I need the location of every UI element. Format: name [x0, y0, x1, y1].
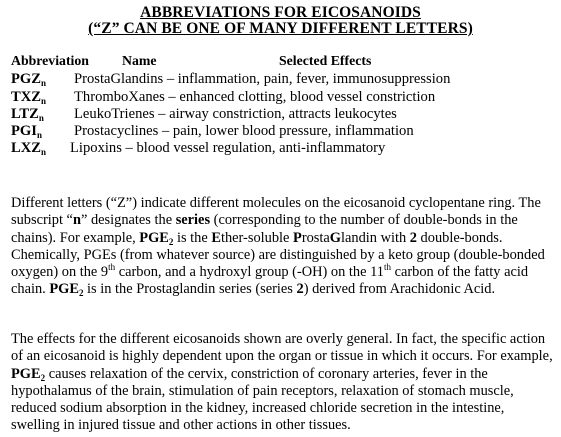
- table-row: [0, 71, 561, 89]
- table-row: [0, 106, 561, 124]
- title-line-1: ABBREVIATIONS FOR EICOSANOIDS: [140, 4, 421, 21]
- abbreviation-cell: $TXZ_n$: [11, 89, 47, 106]
- abbreviation-cell: $PGI_n$: [11, 123, 42, 140]
- abbreviation-cell: $LXZ_n$: [11, 140, 47, 157]
- description-cell: Lipoxins – blood vessel regulation, anti-inflammatory: [70, 140, 386, 156]
- description-cell: ProstaGlandins – inflammation, pain, fever, immunosuppression: [74, 71, 451, 87]
- header-selected-effects: Selected Effects: [279, 53, 372, 68]
- description-cell: ThromboXanes – enhanced clotting, blood vessel constriction: [74, 89, 436, 105]
- paragraph-effects-explanation: The effects for the different eicosanoids shown are overly general. In fact, the specific action of an eicosanoid is highly dependent upon the organ or tissue in which it occurs. For example, $PGE_2$ causes relaxation of the cervix, constriction of coronary arteries, fever in the hypothalamus of the brain, stimulation of pain receptors, relaxation of stomach muscle, reduced sodium absorption in the kidney, increased chloride secretion in the intestine, swelling in injured tissue and other actions in other tissues.: [11, 331, 553, 434]
- table-row: [0, 123, 561, 141]
- abbreviation-cell: $LTZ_n$: [11, 106, 44, 123]
- table-row: [0, 140, 561, 158]
- table-row: [0, 89, 561, 107]
- header-name: Name: [122, 53, 157, 68]
- paragraph-series-explanation: Different letters (“Z”) indicate different molecules on the eicosanoid cyclopentane ring. The subscript “n” designates the series (corresponding to the number of double-bonds in the chains). For example, $PGE_2$ is the Ether-soluble ProstaGlandin with 2 double-bonds. Chemically, PGEs (from whatever source) are distinguished by a keto group (double-bonded oxygen) on the 9th carbon, and a hydroxyl group (-OH) on the 11th carbon of the fatty acid chain. $PGE_2$ is in the Prostaglandin series (series 2) derived from Arachidonic Acid.: [11, 195, 545, 299]
- title-line-2: (“Z” CAN BE ONE OF MANY DIFFERENT LETTERS): [88, 20, 473, 37]
- description-cell: LeukoTrienes – airway constriction, attracts leukocytes: [74, 106, 397, 122]
- description-cell: Prostacyclines – pain, lower blood pressure, inflammation: [74, 123, 414, 139]
- abbreviation-cell: $PGZ_n$: [11, 71, 47, 88]
- header-abbreviation: Abbreviation: [11, 53, 89, 68]
